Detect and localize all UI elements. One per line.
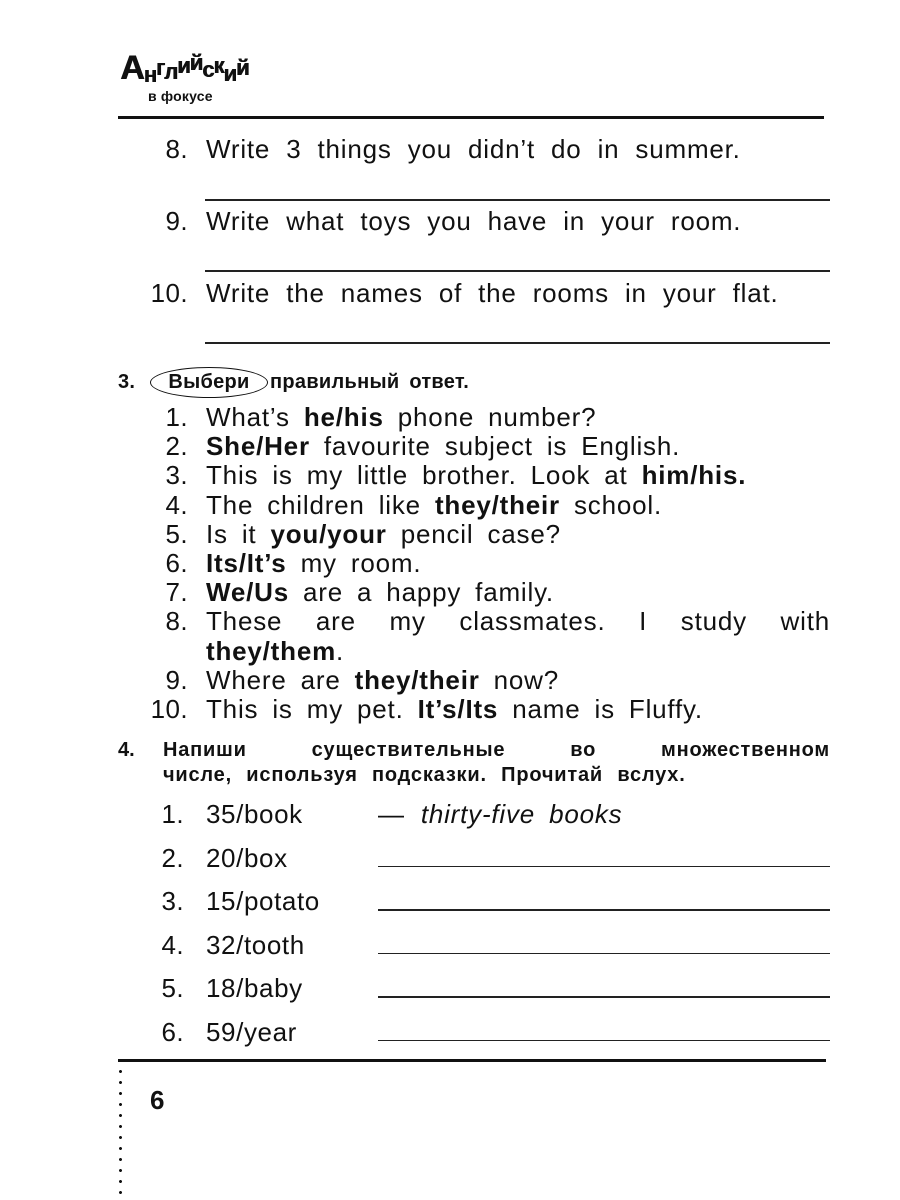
plural-item <box>118 1015 830 1059</box>
sentence-part: This is my pet. <box>206 693 418 724</box>
item-number: 9. <box>165 206 188 236</box>
answer-line[interactable] <box>378 1040 830 1042</box>
choice-item <box>118 432 830 461</box>
instruction-text <box>163 738 830 788</box>
answer-text: thirty-five books <box>420 799 623 829</box>
instruction-text: правильный ответ. <box>270 371 470 393</box>
plural-item <box>118 797 830 841</box>
answer-line[interactable] <box>205 270 830 272</box>
plural-item <box>118 971 830 1015</box>
logo-title <box>120 50 248 93</box>
plural-item <box>118 884 830 928</box>
choice-options[interactable]: She/Her <box>206 431 310 462</box>
item-text <box>206 666 559 695</box>
choice-item <box>118 403 830 432</box>
item-number: 7. <box>165 577 188 608</box>
item-prompt: 35/book <box>206 799 303 829</box>
item-number: 10. <box>150 693 188 724</box>
item-number: 4. <box>161 929 184 960</box>
item-number: 9. <box>165 664 188 695</box>
item-number: 8. <box>165 606 188 637</box>
exercise-4-heading <box>118 738 830 790</box>
item-number: 3. <box>165 460 188 491</box>
sentence-part: These are my classmates. I study with <box>206 607 830 637</box>
sentence-part: pencil case? <box>386 518 561 549</box>
choice-options[interactable]: you/your <box>270 518 387 549</box>
header-rule <box>118 116 824 119</box>
sentence-part: The children like <box>206 489 435 520</box>
item-prompt: 15/potato <box>206 886 320 917</box>
choice-item <box>118 520 830 549</box>
choice-item <box>118 666 830 695</box>
item-text <box>206 491 662 520</box>
exercise-item <box>118 132 830 166</box>
exercise-item <box>118 276 830 310</box>
item-number: 5. <box>165 518 188 549</box>
answer-line[interactable] <box>378 866 830 868</box>
item-text: Write 3 things you didn’t do in summer. <box>206 134 741 164</box>
sentence-line-2 <box>206 637 830 666</box>
choice-options[interactable]: they/them <box>206 635 337 666</box>
item-number: 8. <box>165 134 188 164</box>
logo-letter: с <box>202 57 214 82</box>
choice-options[interactable]: him/his. <box>641 460 747 491</box>
example-answer <box>378 797 622 831</box>
answer-line[interactable] <box>205 199 830 201</box>
item-number: 5. <box>161 973 184 1004</box>
instruction-line: Напиши существительные во множественном <box>163 739 830 761</box>
choice-item <box>118 607 830 665</box>
exercise-number: 3. <box>118 371 136 393</box>
choice-options[interactable]: It’s/Its <box>417 693 499 724</box>
answer-line[interactable] <box>205 342 830 344</box>
logo-letter: л <box>164 59 178 84</box>
circled-word: Выбери <box>150 367 268 398</box>
page-number: 6 <box>150 1085 165 1115</box>
plural-item <box>118 928 830 972</box>
sentence-part: now? <box>479 664 560 695</box>
choice-options[interactable]: he/his <box>303 402 384 432</box>
exercise-number: 4. <box>118 739 135 761</box>
choice-options[interactable]: they/their <box>354 664 480 695</box>
exercise-3-heading <box>118 367 830 399</box>
sentence-part: are a happy family. <box>289 577 554 608</box>
item-text: Write what toys you have in your room. <box>206 206 742 236</box>
answer-line[interactable] <box>378 909 830 911</box>
logo-subtitle: в фокусе <box>148 88 213 104</box>
choice-options[interactable]: they/their <box>434 489 560 520</box>
logo <box>120 50 280 108</box>
item-number: 10. <box>150 278 188 308</box>
choice-item <box>118 491 830 520</box>
item-number: 1. <box>161 799 184 829</box>
sentence-part: This is my little brother. Look at <box>206 460 642 491</box>
choice-options[interactable]: We/Us <box>206 577 289 608</box>
item-prompt: 20/box <box>206 842 288 873</box>
item-text <box>206 403 596 432</box>
sentence-part: my room. <box>286 547 422 578</box>
item-number: 6. <box>161 1016 184 1047</box>
logo-letter: к <box>213 53 224 78</box>
instruction-line: числе, используя подсказки. Прочитай вслух. <box>163 764 686 786</box>
logo-letter: и <box>223 61 236 86</box>
choice-item <box>118 549 830 578</box>
logo-letter: й <box>189 50 203 75</box>
item-text <box>206 578 554 607</box>
dotted-margin-line <box>118 1066 123 1200</box>
logo-letter: г <box>155 55 165 80</box>
answer-dash: — <box>378 799 405 829</box>
item-text <box>206 461 746 490</box>
item-text <box>206 549 421 578</box>
sentence-part: school. <box>559 489 662 520</box>
item-prompt: 32/tooth <box>206 929 305 960</box>
logo-letter: н <box>143 62 156 87</box>
choice-options[interactable]: Its/It’s <box>206 547 287 578</box>
choice-item <box>118 578 830 607</box>
item-number: 2. <box>161 842 184 873</box>
sentence-part: What’s <box>206 402 304 432</box>
choice-item <box>118 461 830 490</box>
item-number: 2. <box>165 431 188 462</box>
item-text <box>206 432 680 461</box>
item-prompt: 59/year <box>206 1016 297 1047</box>
item-text: Write the names of the rooms in your flat. <box>206 278 779 308</box>
item-prompt: 18/baby <box>206 973 303 1004</box>
sentence-part: Where are <box>206 664 355 695</box>
plural-item <box>118 841 830 885</box>
item-text <box>206 520 561 549</box>
choice-item <box>118 695 830 724</box>
sentence-part: phone number? <box>383 402 597 432</box>
sentence-part: . <box>336 635 345 666</box>
sentence-part: name is Fluffy. <box>498 693 703 724</box>
sentence-part: favourite subject is English. <box>309 431 681 462</box>
answer-line[interactable] <box>378 996 830 998</box>
item-text <box>206 695 703 724</box>
logo-letter: А <box>120 49 144 87</box>
item-number: 6. <box>165 547 188 578</box>
item-number: 1. <box>165 402 188 432</box>
item-number: 4. <box>165 489 188 520</box>
logo-letter: й <box>235 55 249 80</box>
answer-line[interactable] <box>378 953 830 955</box>
exercise-item <box>118 204 830 238</box>
footer-rule <box>118 1059 826 1062</box>
item-text <box>206 607 830 665</box>
item-number: 3. <box>161 886 184 917</box>
plural-list <box>118 797 830 1059</box>
sentence-part: Is it <box>206 518 271 549</box>
logo-letter: и <box>177 53 190 78</box>
choice-list <box>118 403 830 724</box>
